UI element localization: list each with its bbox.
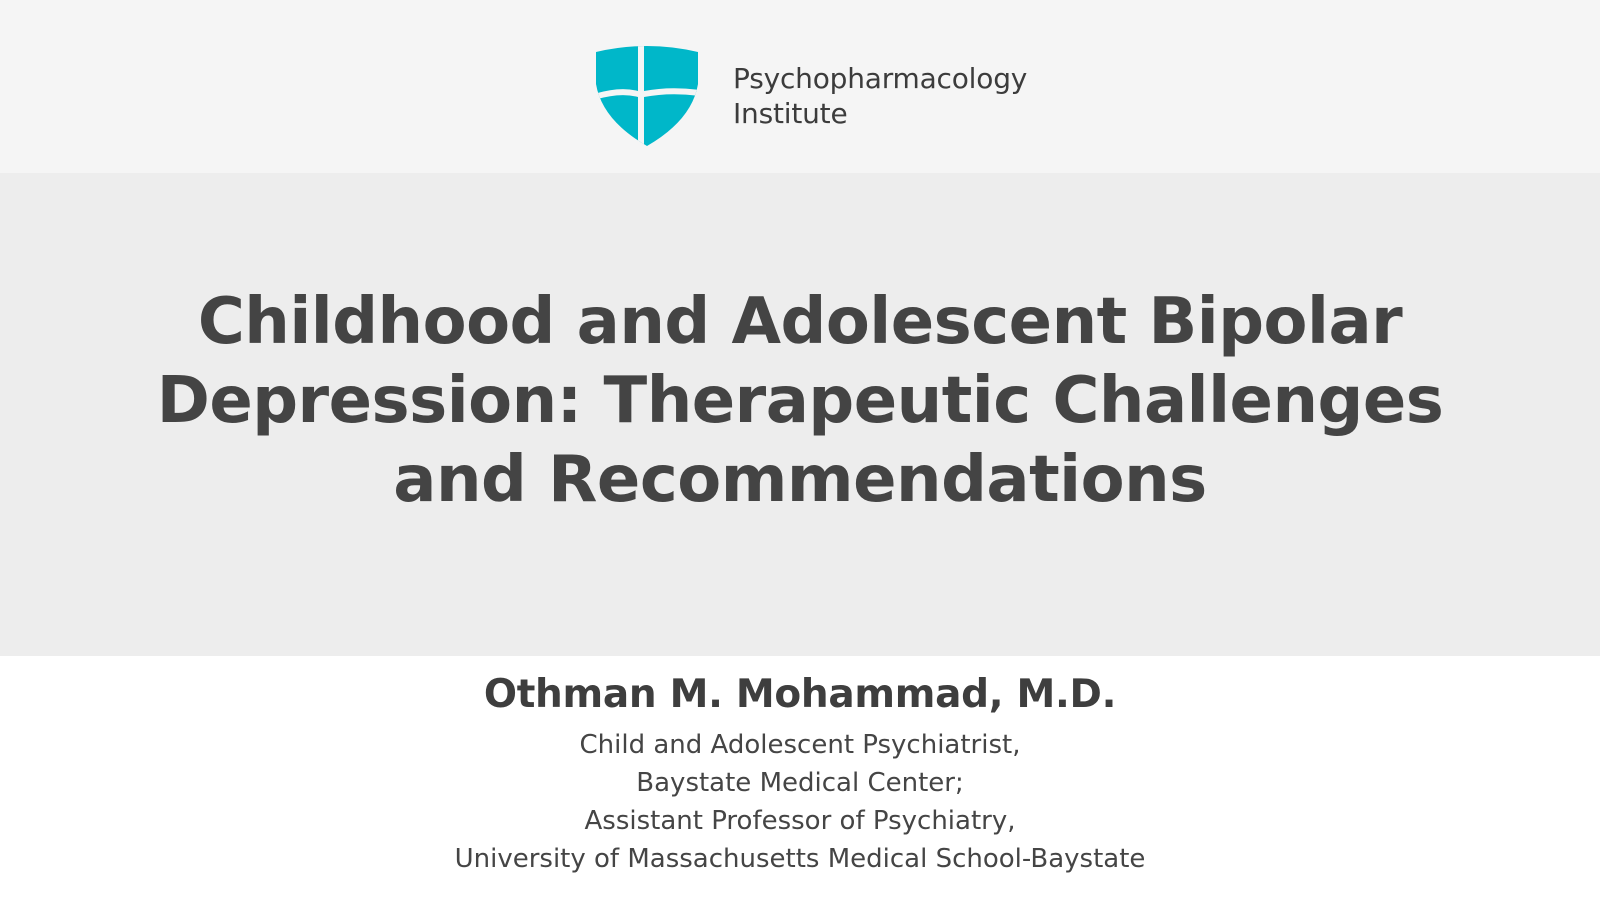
slide-title: [0, 283, 1600, 520]
slide-title-line-3: and Recommendations: [393, 443, 1207, 517]
affiliation-line-1: Child and Adolescent Psychiatrist,: [579, 730, 1021, 760]
organization-name-line-1: Psychopharmacology: [733, 62, 1028, 95]
shield-cross-icon: [594, 44, 700, 148]
author-affiliation: [0, 726, 1600, 878]
header-bar: [0, 0, 1600, 173]
author-name: Othman M. Mohammad, M.D.: [483, 672, 1117, 717]
affiliation-line-4: University of Massachusetts Medical School-Baystate: [454, 844, 1146, 874]
organization-name-line-2: Institute: [733, 97, 848, 130]
organization-name: [733, 61, 1027, 131]
affiliation-line-3: Assistant Professor of Psychiatry,: [584, 806, 1016, 836]
slide-title-line-2: Depression: Therapeutic Challenges: [156, 364, 1444, 438]
slide-title-line-1: Childhood and Adolescent Bipolar: [197, 285, 1403, 359]
affiliation-line-2: Baystate Medical Center;: [636, 768, 964, 798]
